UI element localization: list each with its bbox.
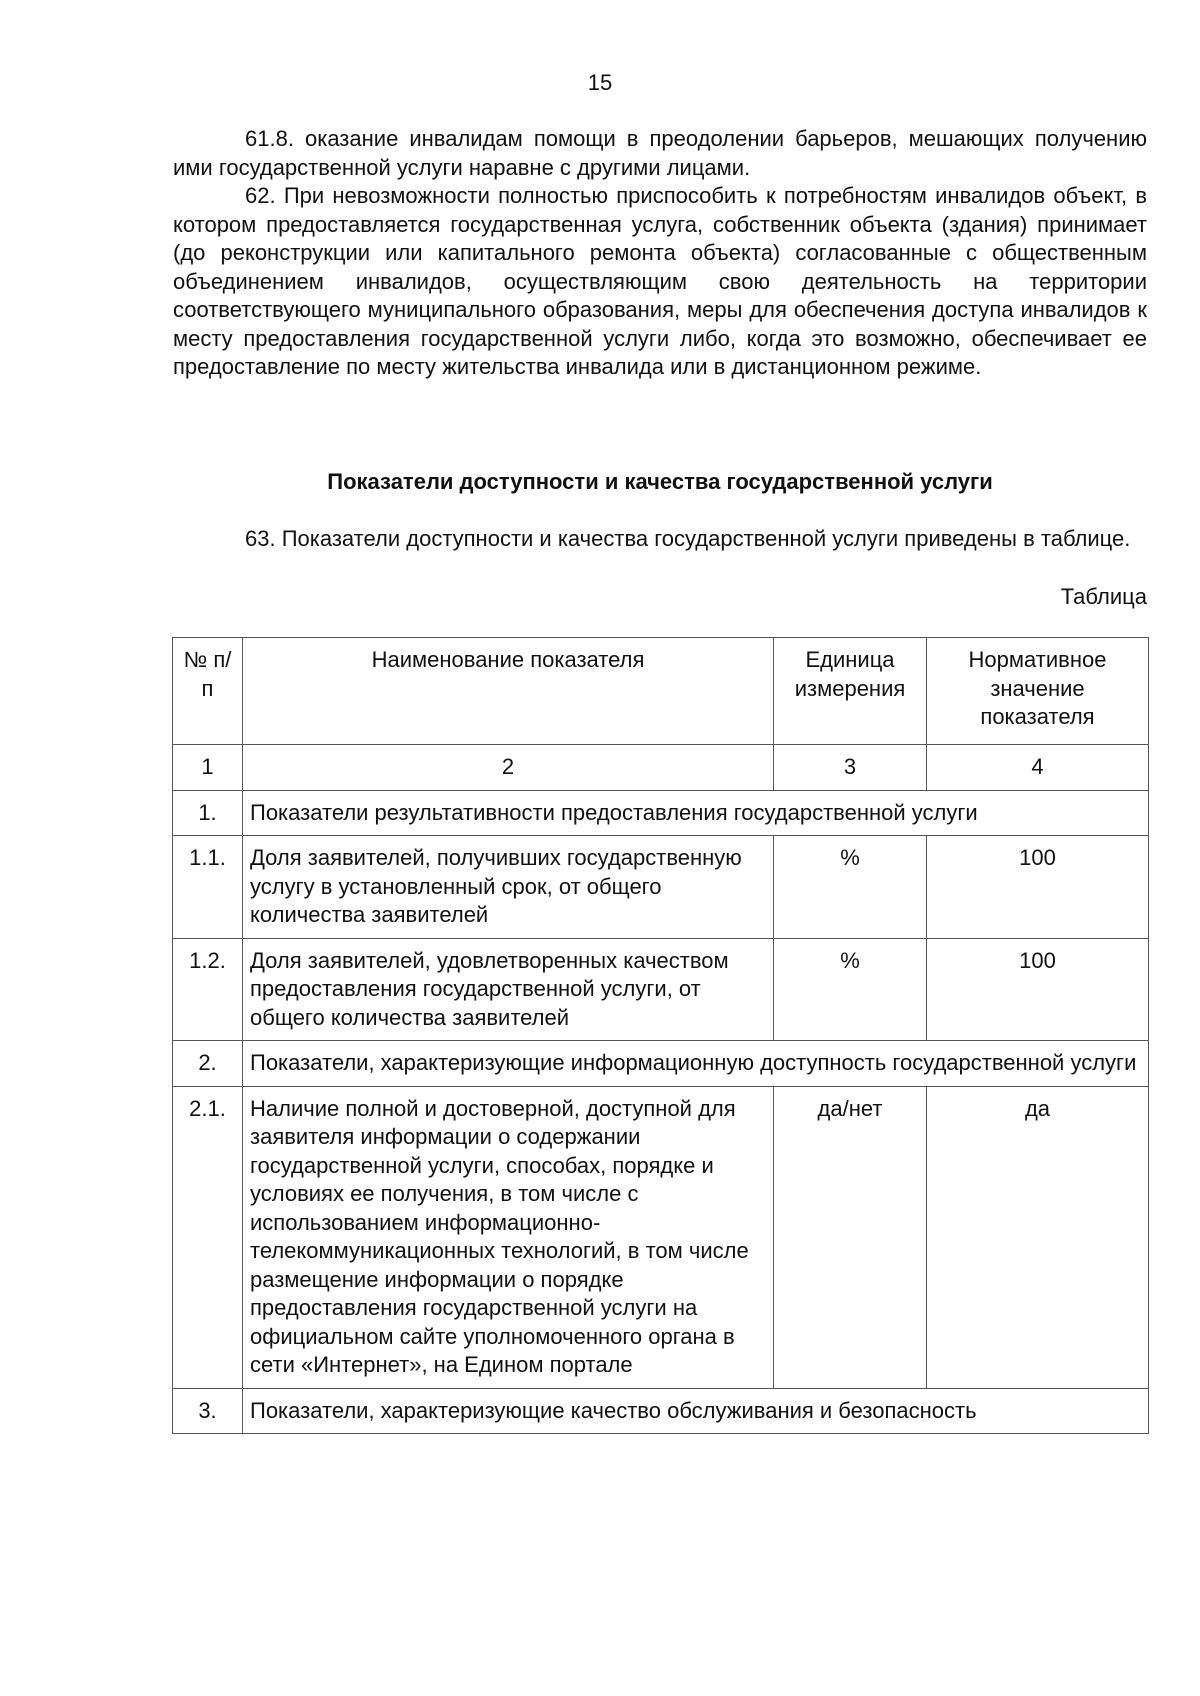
column-number: 2: [243, 745, 774, 791]
row-number: 1.1.: [173, 836, 243, 939]
row-unit: да/нет: [774, 1086, 927, 1388]
paragraph-63: 63. Показатели доступности и качества государственной услуги приведены в таблице.: [245, 526, 1131, 551]
indicators-table: [172, 637, 1149, 1434]
table-row-2-1: [173, 1086, 1149, 1388]
row-number: 3.: [173, 1388, 243, 1434]
column-number: 4: [927, 745, 1149, 791]
column-number: 1: [173, 745, 243, 791]
row-name: Показатели, характеризующие качество обслуживания и безопасность: [243, 1388, 1149, 1434]
header-norm: Нормативное значение показателя: [927, 638, 1149, 745]
row-name: Показатели результативности предоставления государственной услуги: [243, 790, 1149, 836]
table-caption: Таблица: [1060, 584, 1147, 609]
paragraph-61-8: 61.8. оказание инвалидам помощи в преодолении барьеров, мешающих получению ими государственной услуги наравне с другими лицами.: [173, 126, 1147, 180]
section-heading: Показатели доступности и качества государственной услуги: [327, 469, 993, 494]
row-number: 1.: [173, 790, 243, 836]
row-unit: %: [774, 836, 927, 939]
column-numbers-row: [173, 745, 1149, 791]
table-row-section-2: [173, 1041, 1149, 1087]
header-num: № п/п: [173, 638, 243, 745]
body-text-63: [173, 525, 1147, 554]
row-norm: да: [927, 1086, 1149, 1388]
row-norm: 100: [927, 938, 1149, 1041]
column-number: 3: [774, 745, 927, 791]
header-unit: Единица измерения: [774, 638, 927, 745]
row-name: Доля заявителей, удовлетворенных качеством предоставления государственной услуги, от общего количества заявителей: [243, 938, 774, 1041]
table-row-1-2: [173, 938, 1149, 1041]
table-row-section-1: [173, 790, 1149, 836]
table-header-row: [173, 638, 1149, 745]
body-text-top: [173, 125, 1147, 382]
row-name: Наличие полной и достоверной, доступной для заявителя информации о содержании государственной услуги, способах, порядке и условиях ее получения, в том числе с использованием информационно-телекоммуникационных технологий, в том числе размещение информации о порядке предоставления государственной услуги на официальном сайте уполномоченного органа в сети «Интернет», на Едином портале: [243, 1086, 774, 1388]
row-number: 2.: [173, 1041, 243, 1087]
row-unit: %: [774, 938, 927, 1041]
row-number: 2.1.: [173, 1086, 243, 1388]
table-row-section-3: [173, 1388, 1149, 1434]
row-name: Показатели, характеризующие информационную доступность государственной услуги: [243, 1041, 1149, 1087]
row-norm: 100: [927, 836, 1149, 939]
header-name: Наименование показателя: [243, 638, 774, 745]
page-number: 15: [587, 70, 613, 95]
row-number: 1.2.: [173, 938, 243, 1041]
table-row-1-1: [173, 836, 1149, 939]
paragraph-62: 62. При невозможности полностью приспособить к потребностям инвалидов объект, в котором предоставляется государственная услуга, собственник объекта (здания) принимает (до реконструкции или капитального ремонта объекта) согласованные с общественным объединением инвалидов, осуществляющим свою деятельность на территории соответствующего муниципального образования, меры для обеспечения доступа инвалидов к месту предоставления государственной услуги либо, когда это возможно, обеспечивает ее предоставление по месту жительства инвалида или в дистанционном режиме.: [173, 183, 1147, 379]
row-name: Доля заявителей, получивших государственную услугу в установленный срок, от общего количества заявителей: [243, 836, 774, 939]
